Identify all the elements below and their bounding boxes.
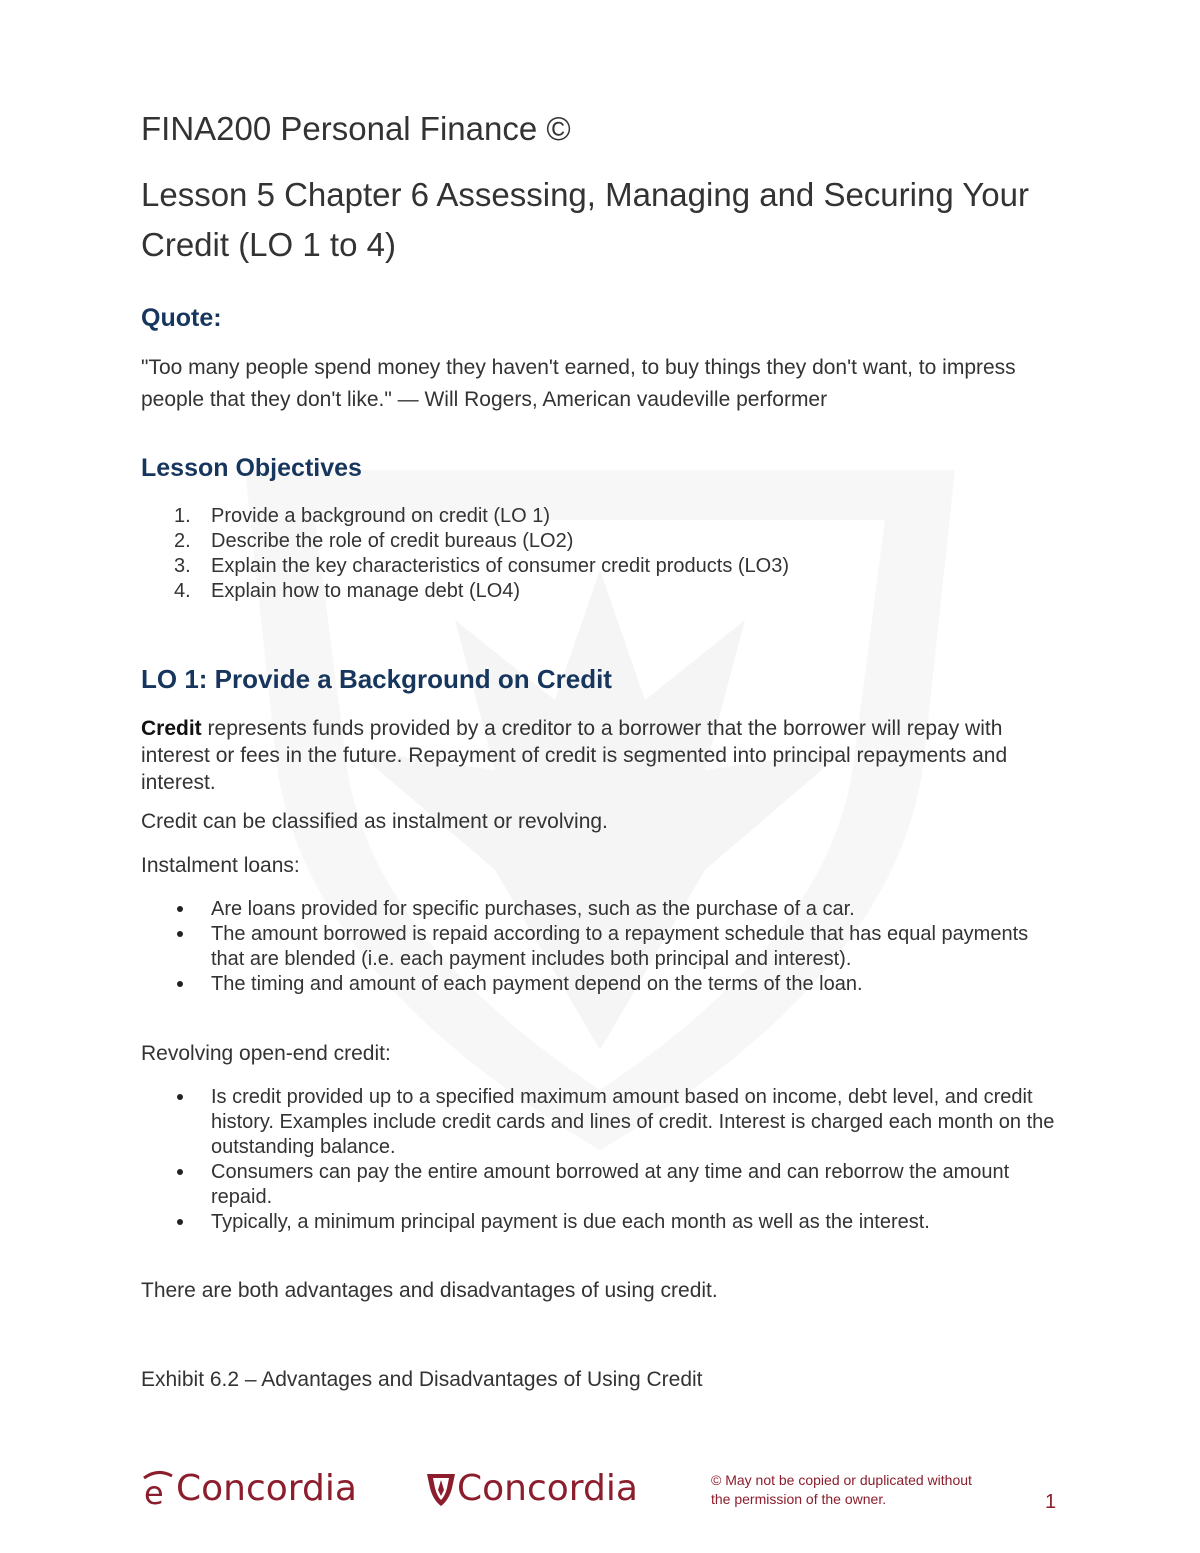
revolving-label: Revolving open-end credit: <box>141 1042 391 1065</box>
page-number: 1 <box>1045 1491 1057 1513</box>
bullet-text: The timing and amount of each payment depend on the terms of the loan. <box>211 973 863 995</box>
econcordia-letter: e <box>144 1474 164 1508</box>
objective-number: 2. <box>174 530 191 552</box>
list-item <box>141 529 789 554</box>
concordia-shield-icon <box>425 1468 457 1508</box>
classification-paragraph: Credit can be classified as instalment or revolving. <box>141 810 608 833</box>
bullet-text: Are loans provided for specific purchases, such as the purchase of a car. <box>211 898 855 920</box>
econcordia-logo <box>140 1466 357 1510</box>
econcordia-logo-text: Concordia <box>176 1467 357 1509</box>
list-item <box>141 922 1061 972</box>
objectives-list <box>141 504 789 604</box>
list-item <box>141 579 789 604</box>
list-item <box>141 897 1061 922</box>
instalment-list <box>141 897 1061 997</box>
objectives-heading: Lesson Objectives <box>141 454 362 482</box>
list-item <box>141 504 789 529</box>
credit-definition-paragraph <box>141 715 1071 796</box>
list-item <box>141 1160 1061 1210</box>
concordia-logo-text: Concordia <box>457 1467 638 1509</box>
revolving-list <box>141 1085 1061 1235</box>
quote-heading: Quote: <box>141 304 222 332</box>
objective-number: 1. <box>174 505 191 527</box>
bullet-icon <box>141 1210 211 1235</box>
copyright-notice: © May not be copied or duplicated without the permission of the owner. <box>711 1472 972 1507</box>
list-item <box>141 1085 1061 1160</box>
list-item <box>141 554 789 579</box>
bullet-text: The amount borrowed is repaid according to a repayment schedule that has equal payments that are blended (i.e. each payment includes both principal and interest). <box>211 923 1029 970</box>
lo1-heading: LO 1: Provide a Background on Credit <box>141 664 612 694</box>
objective-number: 3. <box>174 555 191 577</box>
objective-text: Explain the key characteristics of consumer credit products (LO3) <box>211 555 790 577</box>
exhibit-caption: Exhibit 6.2 – Advantages and Disadvantages of Using Credit <box>141 1368 703 1391</box>
quote-text: "Too many people spend money they haven't earned, to buy things they don't want, to impress people that they don't like." — Will Rogers, American vaudeville performer <box>141 356 1016 411</box>
bullet-text: Is credit provided up to a specified maximum amount based on income, debt level, and credit history. Examples include credit cards and lines of credit. Interest is charged each month on the outstanding balance. <box>211 1086 1055 1158</box>
course-title: FINA200 Personal Finance © <box>141 110 571 147</box>
econcordia-swoosh-icon <box>140 1468 176 1508</box>
objective-number: 4. <box>174 580 191 602</box>
concordia-logo <box>425 1466 638 1510</box>
list-item <box>141 972 1061 997</box>
bullet-icon <box>141 1085 211 1160</box>
advantages-note: There are both advantages and disadvantages of using credit. <box>141 1279 718 1302</box>
bullet-icon <box>141 922 211 972</box>
lesson-title: Lesson 5 Chapter 6 Assessing, Managing and Securing Your Credit (LO 1 to 4) <box>141 176 1029 263</box>
list-item <box>141 1210 1061 1235</box>
bullet-text: Consumers can pay the entire amount borrowed at any time and can reborrow the amount repaid. <box>211 1161 1010 1208</box>
objective-text: Explain how to manage debt (LO4) <box>211 580 521 602</box>
objective-text: Provide a background on credit (LO 1) <box>211 505 551 527</box>
bullet-icon <box>141 972 211 997</box>
bullet-text: Typically, a minimum principal payment is due each month as well as the interest. <box>211 1211 930 1233</box>
objective-text: Describe the role of credit bureaus (LO2) <box>211 530 574 552</box>
instalment-label: Instalment loans: <box>141 854 300 877</box>
credit-definition: represents funds provided by a creditor to a borrower that the borrower will repay with interest or fees in the future. Repayment of credit is segmented into principal repayments and interest. <box>141 717 1008 794</box>
credit-term: Credit <box>141 717 202 740</box>
bullet-icon <box>141 1160 211 1210</box>
bullet-icon <box>141 897 211 922</box>
